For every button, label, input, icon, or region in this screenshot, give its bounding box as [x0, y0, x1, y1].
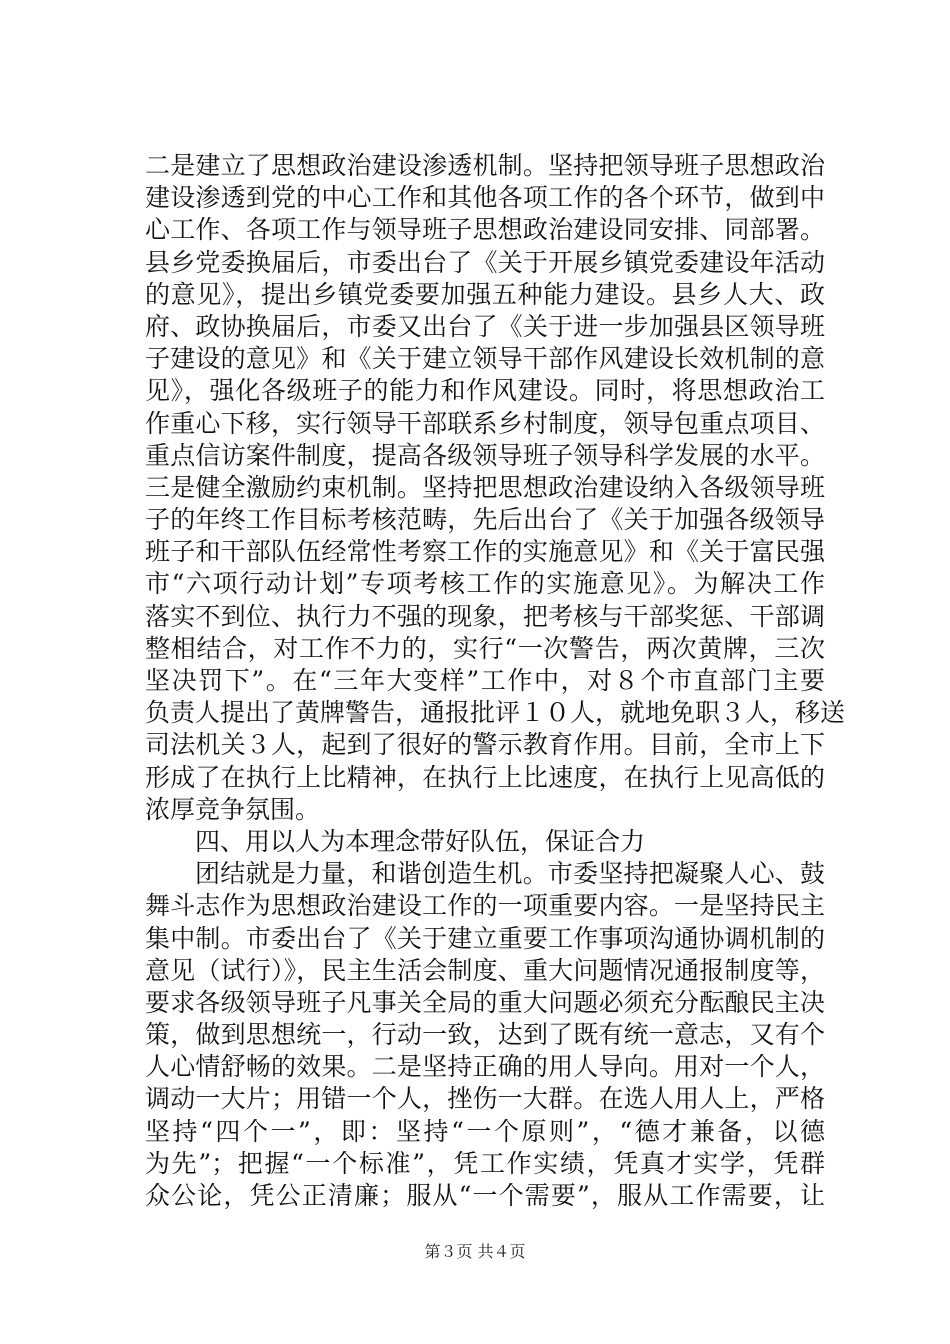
text-line: 子建设的意见》和《关于建立领导干部作风建设长效机制的意 — [145, 344, 825, 374]
text-line: 为先”；把握“一个标准”，凭工作实绩，凭真才实学，凭群 — [145, 1148, 825, 1178]
text-line: 市“六项行动计划”专项考核工作的实施意见》。为解决工作 — [145, 569, 825, 599]
text-line: 整相结合，对工作不力的，实行“一次警告，两次黄牌，三次 — [145, 633, 825, 663]
text-line: 司法机关３人，起到了很好的警示教育作用。目前，全市上下 — [145, 730, 825, 760]
text-line: 落实不到位、执行力不强的现象，把考核与干部奖惩、干部调 — [145, 601, 825, 631]
text-line: 众公论，凭公正清廉；服从“一个需要”，服从工作需要，让 — [145, 1181, 825, 1210]
text-line: 三是健全激励约束机制。坚持把思想政治建设纳入各级领导班 — [145, 472, 825, 502]
text-line: 团结就是力量，和谐创造生机。市委坚持把凝聚人心、鼓 — [195, 859, 825, 889]
text-line: 浓厚竞争氛围。 — [145, 794, 321, 824]
page-number-footer: 第３页 共４页 — [424, 1242, 526, 1261]
text-line: 意见（试行）》，民主生活会制度、重大问题情况通报制度等， — [145, 955, 825, 985]
text-line: 负责人提出了黄牌警告，通报批评１０人，就地免职３人，移送 — [145, 698, 846, 728]
text-line: 坚决罚下”。在“三年大变样”工作中，对８个市直部门主要 — [145, 666, 825, 695]
text-line: 形成了在执行上比精神，在执行上比速度，在执行上见高低的 — [145, 762, 825, 792]
section-heading: 四、用以人为本理念带好队伍，保证合力 — [195, 826, 646, 856]
text-line: 的意见》，提出乡镇党委要加强五种能力建设。县乡人大、政 — [145, 279, 825, 309]
text-line: 见》，强化各级班子的能力和作风建设。同时，将思想政治工 — [145, 376, 825, 406]
text-line: 集中制。市委出台了《关于建立重要工作事项沟通协调机制的 — [145, 923, 825, 953]
text-line: 要求各级领导班子凡事关全局的重大问题必须充分酝酿民主决 — [145, 987, 825, 1017]
text-line: 重点信访案件制度，提高各级领导班子领导科学发展的水平。 — [145, 440, 825, 470]
text-line: 府、政协换届后，市委又出台了《关于进一步加强县区领导班 — [145, 311, 825, 341]
text-line: 子的年终工作目标考核范畴，先后出台了《关于加强各级领导 — [145, 505, 825, 535]
text-line: 人心情舒畅的效果。二是坚持正确的用人导向。用对一个人， — [145, 1052, 825, 1082]
text-line: 舞斗志作为思想政治建设工作的一项重要内容。一是坚持民主 — [145, 891, 825, 921]
text-line: 心工作、各项工作与领导班子思想政治建设同安排、同部署。 — [145, 215, 825, 245]
text-line: 县乡党委换届后，市委出台了《关于开展乡镇党委建设年活动 — [145, 247, 825, 277]
text-line: 作重心下移，实行领导干部联系乡村制度，领导包重点项目、 — [145, 408, 825, 438]
text-line: 策，做到思想统一，行动一致，达到了既有统一意志，又有个 — [145, 1020, 825, 1050]
text-line: 坚持“四个一”，即：坚持“一个原则”，“德才兼备，以德 — [145, 1116, 825, 1146]
body-text — [145, 150, 846, 1212]
text-line: 建设渗透到党的中心工作和其他各项工作的各个环节，做到中 — [145, 183, 825, 213]
text-line: 调动一大片；用错一个人，挫伤一大群。在选人用人上，严格 — [145, 1084, 825, 1114]
text-line: 班子和干部队伍经常性考察工作的实施意见》和《关于富民强 — [145, 537, 825, 567]
text-line: 二是建立了思想政治建设渗透机制。坚持把领导班子思想政治 — [145, 151, 825, 180]
